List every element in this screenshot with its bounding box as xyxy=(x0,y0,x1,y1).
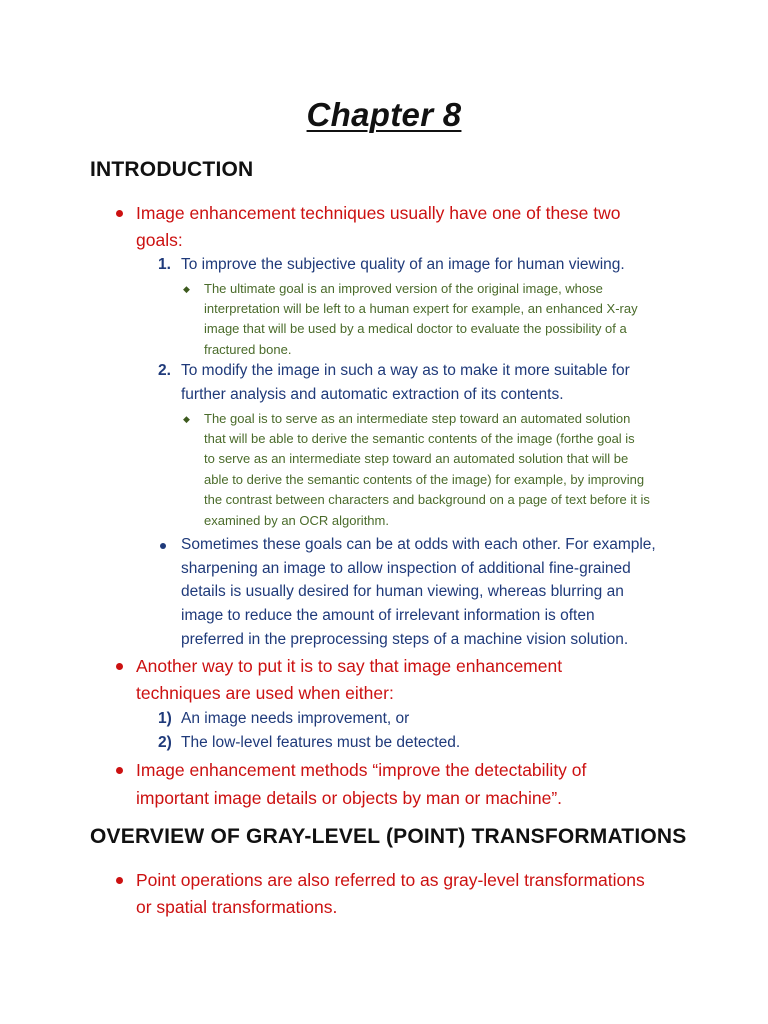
bullet-icon xyxy=(116,210,123,217)
numbered-item-text: To improve the subjective quality of an image for human viewing. xyxy=(181,256,625,273)
sub-item-text: examined by an OCR algorithm. xyxy=(204,513,389,528)
numbered-item-text: To modify the image in such a way as to make it more suitable for xyxy=(181,362,630,379)
bullet-text: details is usually desired for human viewing, whereas blurring an xyxy=(181,583,624,600)
diamond-bullet-icon: ◆ xyxy=(183,414,190,424)
numbered-item-text: further analysis and automatic extraction of its contents. xyxy=(181,386,564,403)
diamond-bullet-icon: ◆ xyxy=(183,284,190,294)
list-number: 1) xyxy=(158,710,172,727)
sub-item-text: that will be able to derive the semantic contents of the image (forthe goal is xyxy=(204,431,635,446)
bullet-text: important image details or objects by man or machine”. xyxy=(136,788,563,808)
sub-item-text: the contrast between characters and background on a page of text before it is xyxy=(204,492,650,507)
sub-item-text: image that will be used by a medical doctor to evaluate the possibility of a xyxy=(204,321,627,336)
bullet-text: Sometimes these goals can be at odds with each other. For example, xyxy=(181,536,656,553)
bullet-icon xyxy=(116,663,123,670)
list-number: 2) xyxy=(158,734,172,751)
bullet-text: image to reduce the amount of irrelevant information is often xyxy=(181,607,595,624)
bullet-icon xyxy=(160,543,166,549)
bullet-text: or spatial transformations. xyxy=(136,897,338,917)
bullet-text: techniques are used when either: xyxy=(136,683,394,703)
bullet-text: Another way to put it is to say that image enhancement xyxy=(136,656,563,676)
sub-item-text: The goal is to serve as an intermediate step toward an automated solution xyxy=(204,411,631,426)
numbered-item-text: The low-level features must be detected. xyxy=(181,734,461,751)
bullet-text: goals: xyxy=(136,230,183,250)
bullet-text: Point operations are also referred to as gray-level transformations xyxy=(136,870,645,890)
bullet-text: Image enhancement methods “improve the detectability of xyxy=(136,760,587,780)
bullet-icon xyxy=(116,767,123,774)
sub-item-text: able to derive the semantic contents of the image) for example, by improving xyxy=(204,472,645,487)
sub-item-text: fractured bone. xyxy=(204,342,292,357)
list-number: 1. xyxy=(158,256,171,273)
sub-item-text: to serve as an intermediate step toward an automated solution that will be xyxy=(204,451,629,466)
bullet-text: sharpening an image to allow inspection of additional fine-grained xyxy=(181,560,631,577)
sub-item-text: interpretation will be left to a human expert for example, an enhanced X-ray xyxy=(204,301,638,316)
bullet-text: Image enhancement techniques usually have one of these two xyxy=(136,203,621,223)
numbered-item-text: An image needs improvement, or xyxy=(181,710,410,727)
bullet-icon xyxy=(116,877,123,884)
section-heading-overview: OVERVIEW OF GRAY-LEVEL (POINT) TRANSFORMATIONS xyxy=(90,825,687,848)
bullet-text: preferred in the preprocessing steps of a machine vision solution. xyxy=(181,631,629,648)
section-heading-introduction: INTRODUCTION xyxy=(90,158,254,181)
sub-item-text: The ultimate goal is an improved version of the original image, whose xyxy=(204,281,603,296)
list-number: 2. xyxy=(158,362,171,379)
chapter-title: Chapter 8 xyxy=(306,96,462,133)
